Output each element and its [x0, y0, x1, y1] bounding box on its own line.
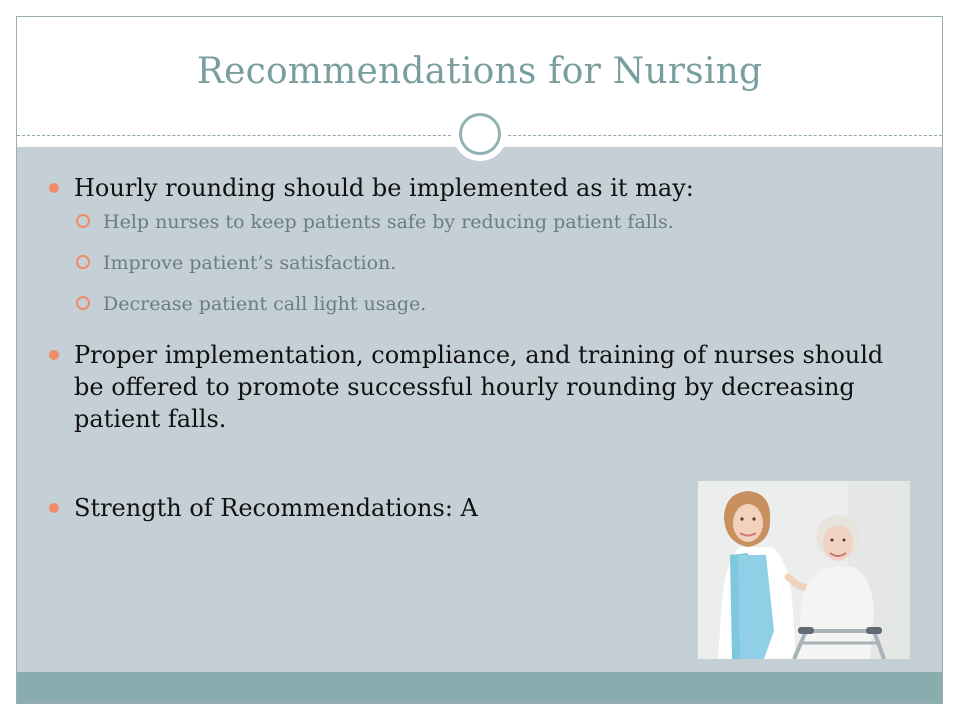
slide-title: Recommendations for Nursing — [196, 51, 763, 92]
bullet-text: Proper implementation, compliance, and training of nurses should be offered to promote successful hourly rounding by decreasing patient falls. — [74, 341, 884, 433]
nurse-with-elderly-patient-image — [698, 481, 910, 659]
bullet-text: Hourly rounding should be implemented as it may: — [74, 174, 694, 202]
sub-bullet-item — [49, 251, 909, 292]
bullet-dot-icon — [49, 350, 59, 360]
sub-bullet-text: Help nurses to keep patients safe by reducing patient falls. — [103, 211, 674, 233]
bullet-item — [49, 172, 909, 204]
sub-bullet-list — [49, 210, 909, 333]
sub-bullet-item — [49, 210, 909, 251]
sub-bullet-ring-icon — [76, 296, 90, 310]
bullet-dot-icon — [49, 503, 59, 513]
bullet-item — [49, 339, 909, 435]
bullet-dot-icon — [49, 183, 59, 193]
sub-bullet-ring-icon — [76, 214, 90, 228]
sub-bullet-item — [49, 292, 909, 333]
photo-nurse-with-elderly-patient-icon — [698, 481, 910, 659]
bullet-text: Strength of Recommendations: A — [74, 494, 478, 522]
footer-bar — [17, 672, 942, 704]
sub-bullet-ring-icon — [76, 255, 90, 269]
slide — [16, 16, 943, 704]
ring-ornament-icon — [453, 107, 507, 161]
sub-bullet-text: Improve patient’s satisfaction. — [103, 252, 397, 274]
sub-bullet-text: Decrease patient call light usage. — [103, 293, 427, 315]
content-body — [49, 172, 909, 524]
